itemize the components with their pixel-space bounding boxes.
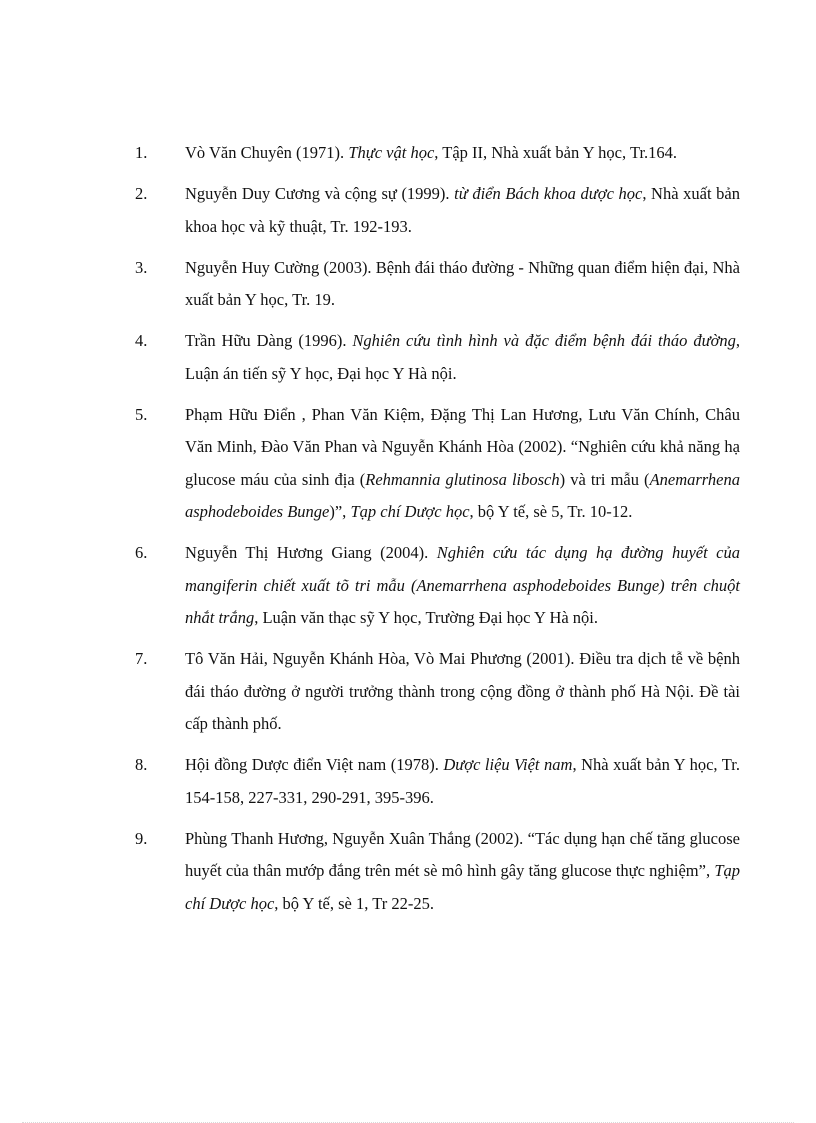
reference-item xyxy=(135,178,740,243)
reference-title-italic: Dược liệu Việt nam xyxy=(443,755,573,774)
reference-number: 1. xyxy=(135,143,148,162)
reference-text xyxy=(185,749,740,814)
reference-text-segment: , Tập II, Nhà xuất bản Y học, Tr.164. xyxy=(434,143,678,162)
reference-text xyxy=(185,643,740,741)
reference-text-segment: , Nhà xuất bản khoa học và kỹ thuật, Tr. 192-193. xyxy=(185,184,740,236)
reference-item xyxy=(135,537,740,635)
reference-title-italic: Tạp chí Dược học xyxy=(185,861,740,913)
reference-number: 2. xyxy=(135,184,148,203)
reference-text-segment: Tô Văn Hải, Nguyễn Khánh Hòa, Vò Mai Phương (2001). Điều tra dịch tễ về bệnh đái tháo đường ở người trưởng thành trong cộng đồng ở thành phố Hà Nội. Đề tài cấp thành phố. xyxy=(185,649,740,733)
reference-text-segment: , Nhà xuất bản Y học, Tr. 154-158, 227-331, 290-291, 395-396. xyxy=(185,755,740,807)
reference-text-segment: )”, xyxy=(329,502,351,521)
reference-title-italic: Nghiên cứu tác dụng hạ đường huyết của mangiferin chiết xuất tõ tri mẫu (Anemarrhena asphodeboides Bunge) trên chuột nhắt trắng xyxy=(185,543,740,627)
reference-number: 4. xyxy=(135,331,148,350)
reference-title-italic: Anemarrhena asphodeboides Bunge xyxy=(185,469,740,521)
reference-item xyxy=(135,137,740,170)
reference-text-segment: Vò Văn Chuyên (1971). xyxy=(185,143,349,162)
reference-item xyxy=(135,749,740,814)
reference-text xyxy=(185,252,740,317)
reference-item xyxy=(135,252,740,317)
reference-number: 6. xyxy=(135,543,148,562)
reference-text-segment: Nguyễn Duy Cương và cộng sự (1999). xyxy=(185,184,455,203)
reference-text-segment: Hội đồng Dược điển Việt nam (1978). xyxy=(185,755,444,774)
reference-text-segment: Nguyễn Thị Hương Giang (2004). xyxy=(185,543,437,562)
reference-title-italic: từ điển Bách khoa dược học xyxy=(454,184,643,203)
reference-item xyxy=(135,399,740,529)
reference-text-segment: , Luận văn thạc sỹ Y học, Trường Đại học Y Hà nội. xyxy=(254,608,599,627)
reference-number: 5. xyxy=(135,404,148,424)
reference-text-segment: Nguyễn Huy Cường (2003). Bệnh đái tháo đường - Những quan điểm hiện đại, Nhà xuất bản Y học, Tr. 19. xyxy=(185,257,740,309)
reference-title-italic: Rehmannia glutinosa libosch xyxy=(365,469,560,489)
reference-number: 7. xyxy=(135,649,148,668)
reference-text-segment: , Luận án tiến sỹ Y học, Đại học Y Hà nội. xyxy=(185,331,741,383)
reference-number: 9. xyxy=(135,828,148,848)
reference-title-italic: Thực vật học xyxy=(348,143,435,162)
reference-item xyxy=(135,325,740,390)
reference-text-segment: Phạm Hữu Điển , Phan Văn Kiệm, Đặng Thị Lan Hương, Lưu Văn Chính, Châu Văn Minh, Đào Văn Phan và Nguyễn Khánh Hòa (2002). “Nghiên cứu khả năng hạ glucose máu của sinh địa ( xyxy=(185,404,740,489)
reference-number: 8. xyxy=(135,755,148,774)
reference-text-segment: , bộ Y tế, sè 5, Tr. 10-12. xyxy=(469,502,633,521)
reference-text xyxy=(185,399,740,529)
reference-text-segment: Trần Hữu Dàng (1996). xyxy=(185,331,353,350)
reference-title-italic: Tạp chí Dược học xyxy=(350,502,470,521)
reference-title-italic: Nghiên cứu tình hình và đặc điểm bệnh đái tháo đường xyxy=(352,331,736,350)
reference-number: 3. xyxy=(135,257,148,277)
reference-item xyxy=(135,643,740,741)
reference-text xyxy=(185,823,740,921)
reference-text-segment: , bộ Y tế, sè 1, Tr 22-25. xyxy=(274,893,434,913)
reference-list xyxy=(135,137,740,929)
reference-text-segment: ) và tri mẫu ( xyxy=(559,469,650,489)
reference-item xyxy=(135,823,740,921)
reference-text xyxy=(185,537,740,635)
reference-text xyxy=(185,178,740,243)
reference-text xyxy=(185,137,740,170)
reference-text xyxy=(185,325,740,390)
reference-text-segment: Phùng Thanh Hương, Nguyễn Xuân Thắng (2002). “Tác dụng hạn chế tăng glucose huyết của thân mướp đắng trên mét sè mô hình gây tăng glucose thực nghiệm”, xyxy=(185,828,740,880)
